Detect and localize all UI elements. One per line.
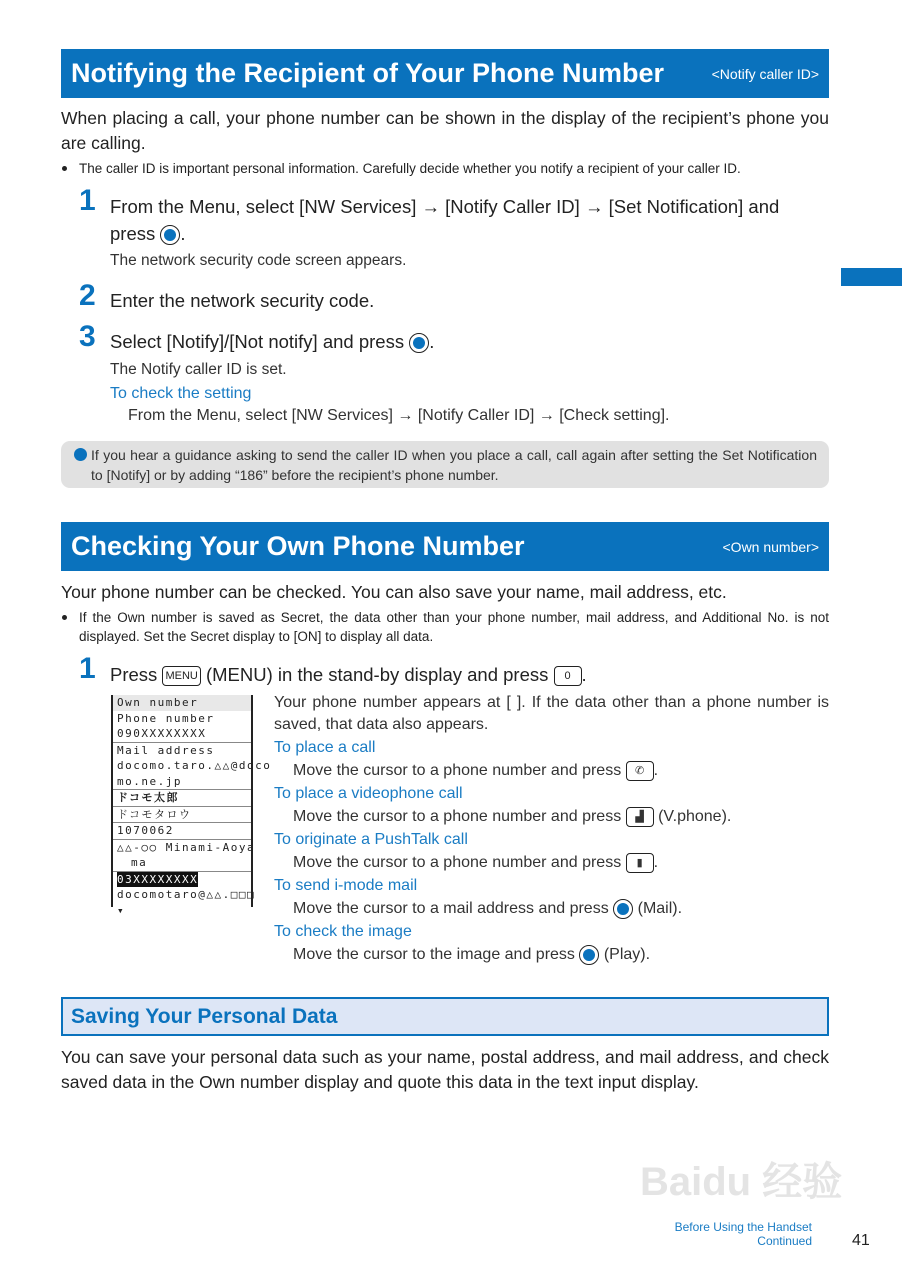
- step-end: .: [581, 664, 587, 685]
- intro-text: When placing a call, your phone number can be shown in the display of the recipient’s phone you are calling.: [61, 108, 829, 153]
- scroll-down-icon: ▾: [117, 903, 126, 917]
- action-text: [293, 807, 731, 827]
- videophone-key-icon: ▟: [626, 807, 654, 827]
- step-number: 3: [79, 320, 96, 353]
- action-text: [293, 853, 658, 873]
- action-heading: To place a videophone call: [274, 785, 463, 802]
- pushtalk-key-icon: ▮: [626, 853, 654, 873]
- intro-text: Your phone number can be checked. You can also save your name, mail address, etc.: [61, 582, 727, 602]
- section-tag: <Notify caller ID>: [711, 65, 819, 82]
- step-number: 1: [79, 652, 96, 685]
- action-suffix: .: [653, 854, 659, 872]
- screen-line: ma: [113, 855, 251, 872]
- action-label: Move the cursor to a phone number and press: [293, 762, 622, 780]
- step-end: .: [429, 331, 435, 352]
- screen-line: docomo.taro.△△@doco: [117, 759, 272, 772]
- step-number: 1: [79, 184, 96, 217]
- action-heading: To place a call: [274, 739, 376, 756]
- bullet-text: If the Own number is saved as Secret, the data other than your phone number, mail address, and Additional No. is not displayed. Set the Secret display to [ON] to display all data.: [79, 610, 829, 644]
- own-number-screen: [111, 695, 272, 917]
- section-title: Checking Your Own Phone Number: [71, 531, 525, 561]
- action-suffix: .: [653, 762, 659, 780]
- action-label: Move the cursor to a phone number and press: [293, 808, 622, 826]
- action-text: [293, 945, 650, 965]
- step-end: .: [180, 223, 186, 244]
- menu-key-icon: MENU: [162, 666, 200, 686]
- own-number-desc: Your phone number appears at [ ]. If the data other than a phone number is saved, that data also appears.: [274, 694, 829, 733]
- step-label: From the Menu, select [NW Services] → [Notify Caller ID] → [Set Notification] and press: [110, 196, 780, 244]
- screen-line: ドコモ太郎: [113, 790, 251, 807]
- step-label: Press: [110, 664, 158, 685]
- screen-title: Own number: [113, 695, 251, 711]
- action-heading: To send i-mode mail: [274, 877, 418, 894]
- step-label: (MENU) in the stand-by display and press: [205, 664, 549, 685]
- screen-line: ドコモタロウ: [113, 807, 251, 824]
- chapter-tab: [841, 268, 902, 286]
- note-text: If you hear a guidance asking to send the caller ID when you place a call, call again after setting the Set Notification to [Notify] or by adding “186” before the recipient’s phone number.: [91, 447, 817, 483]
- step-text: [110, 328, 829, 355]
- section-title: Notifying the Recipient of Your Phone Number: [71, 58, 665, 88]
- screen-line: mo.ne.jp: [113, 774, 251, 791]
- screen-line: 1070062: [113, 823, 251, 840]
- enter-button-icon: [160, 225, 180, 245]
- step-label: Select [Notify]/[Not notify] and press: [110, 331, 405, 352]
- screen-line-selected: 03XXXXXXXX: [117, 872, 199, 886]
- bullet-text: The caller ID is important personal information. Carefully decide whether you notify a recipient of your caller ID.: [79, 159, 829, 178]
- continued-label: Continued: [757, 1234, 812, 1248]
- enter-button-icon: [613, 899, 633, 919]
- step-result: The Notify caller ID is set.: [110, 361, 287, 378]
- screen-line: docomotaro@△△.□□□: [117, 888, 256, 901]
- section-header: [61, 522, 829, 571]
- note-bullet-icon: [74, 448, 87, 461]
- section-tag: <Own number>: [722, 538, 819, 555]
- step-result: The network security code screen appears.: [110, 252, 407, 269]
- step-number: 2: [79, 279, 96, 312]
- screen-line: 090XXXXXXXX: [113, 726, 251, 743]
- action-label: Move the cursor to a phone number and press: [293, 854, 622, 872]
- note-box: [61, 441, 829, 488]
- action-heading: To check the image: [274, 923, 412, 940]
- action-suffix: (Play).: [603, 946, 651, 964]
- watermark-logo: Baidu 经验: [640, 1160, 843, 1204]
- step-text: [110, 661, 829, 688]
- action-label: Move the cursor to the image and press: [293, 946, 575, 964]
- page-number: 41: [852, 1232, 870, 1249]
- subsection-text: You can save your personal data such as your name, postal address, and mail address, and check saved data in the Own number display and quote this data in the text input display.: [61, 1047, 829, 1092]
- call-key-icon: ✆: [626, 761, 654, 781]
- screen-line: Phone number: [117, 711, 215, 725]
- screen-line: Mail address: [117, 743, 215, 757]
- check-setting-text: From the Menu, select [NW Services] → [Notify Caller ID] → [Check setting].: [128, 407, 670, 424]
- action-suffix: (Mail).: [637, 900, 683, 918]
- chapter-label: Before Using the Handset: [674, 1220, 812, 1234]
- action-suffix: (V.phone).: [658, 808, 732, 826]
- action-label: Move the cursor to a mail address and press: [293, 900, 609, 918]
- screen-line: △△-○○ Minami-Aoya: [117, 840, 256, 854]
- footer-chapter: [675, 1220, 812, 1248]
- step-text: Enter the network security code.: [110, 290, 375, 311]
- subsection-title: Saving Your Personal Data: [61, 997, 829, 1036]
- action-text: [293, 899, 682, 919]
- step-text: [110, 193, 829, 247]
- section-header: [61, 49, 829, 98]
- enter-button-icon: [409, 333, 429, 353]
- enter-button-icon: [579, 945, 599, 965]
- check-setting-heading: To check the setting: [110, 385, 252, 402]
- action-text: [293, 761, 658, 781]
- action-heading: To originate a PushTalk call: [274, 831, 468, 848]
- zero-key-icon: 0: [554, 666, 582, 686]
